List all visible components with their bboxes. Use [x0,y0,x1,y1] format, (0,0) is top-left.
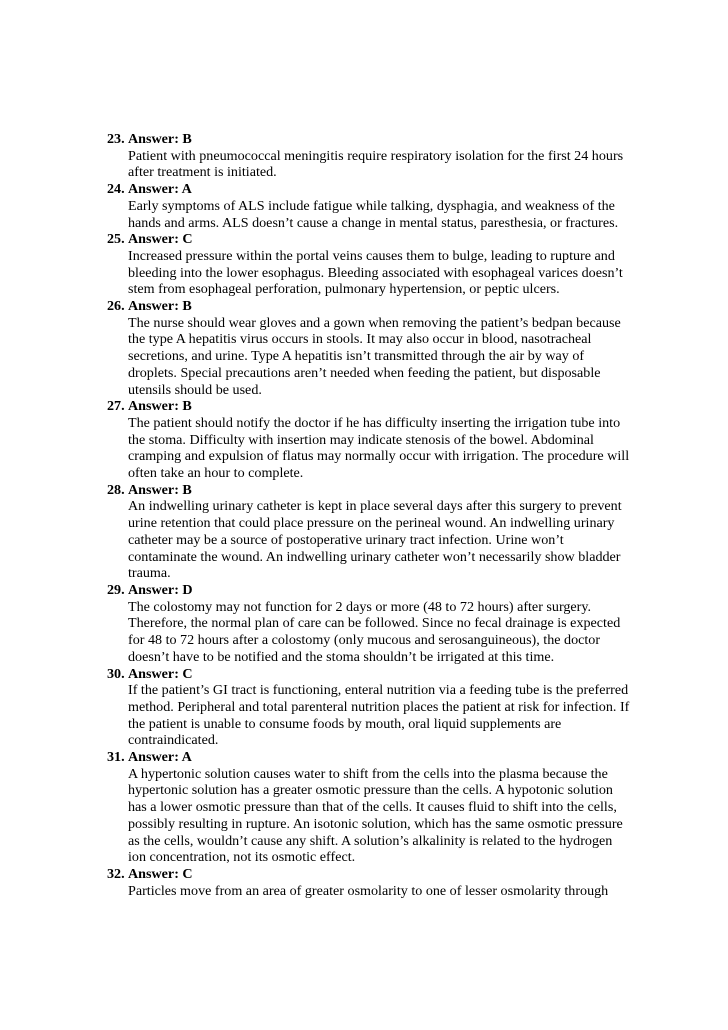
question-number: 29. [107,581,125,598]
rationale-line: stem from esophageal perforation, pulmonary hypertension, or peptic ulcers. [128,281,560,298]
rationale-line: the type A hepatitis virus occurs in stools. It may also occur in blood, nasotracheal [128,331,592,348]
answer-label: Answer: A [128,181,192,198]
rationale-line: has a lower osmotic pressure than that of the cells. It causes fluid to shift into the cells, [128,799,617,816]
rationale-line: for 48 to 72 hours after a colostomy (only mucous and serosanguineous), the doctor [128,632,601,649]
rationale-line: The colostomy may not function for 2 days or more (48 to 72 hours) after surgery. [128,598,592,615]
answer-item [107,582,652,666]
rationale-line: urine retention that could place pressure on the perineal wound. An indwelling urinary [128,515,615,532]
answer-heading [107,181,652,198]
question-number: 28. [107,481,125,498]
answer-item [107,181,652,231]
rationale-line: the patient is unable to consume foods by mouth, oral liquid supplements are [128,715,562,732]
rationale-line: method. Peripheral and total parenteral nutrition places the patient at risk for infection. If [128,698,630,715]
rationale-line: possibly resulting in rupture. An isotonic solution, which has the same osmotic pressure [128,815,623,832]
answer-heading [107,749,652,766]
rationale-line: Therefore, the normal plan of care can be followed. Since no fecal drainage is expected [128,615,621,632]
rationale [107,766,652,866]
rationale [107,198,652,231]
answer-label: Answer: B [128,298,192,315]
question-number: 30. [107,665,125,682]
answer-label: Answer: C [128,231,193,248]
rationale-line: If the patient’s GI tract is functioning, enteral nutrition via a feeding tube is the preferred [128,682,629,699]
answer-item [107,749,652,866]
answer-heading [107,866,652,883]
answer-label: Answer: B [128,481,192,498]
answer-heading [107,666,652,683]
rationale-line: after treatment is initiated. [128,164,277,181]
rationale-line: cramping and expulsion of flatus may normally occur with irrigation. The procedure will [128,448,630,465]
rationale-line: secretions, and urine. Type A hepatitis isn’t transmitted through the air by way of [128,348,585,365]
answer-label: Answer: C [128,865,193,882]
answer-heading [107,398,652,415]
rationale-line: The nurse should wear gloves and a gown when removing the patient’s bedpan because [128,314,621,331]
answer-label: Answer: B [128,398,192,415]
rationale-line: catheter may be a source of postoperative urinary tract infection. Urine won’t [128,531,564,548]
rationale [107,248,652,298]
answer-list [107,131,652,899]
answer-heading [107,298,652,315]
rationale-line: bleeding into the lower esophagus. Bleeding associated with esophageal varices doesn’t [128,264,623,281]
rationale-line: droplets. Special precautions aren’t needed when feeding the patient, but disposable [128,364,601,381]
rationale-line: ion concentration, not its osmotic effect. [128,849,356,866]
answer-item [107,298,652,398]
rationale-line: doesn’t have to be notified and the stoma shouldn’t be irrigated at this time. [128,648,555,665]
rationale-line: trauma. [128,565,171,582]
answer-heading [107,231,652,248]
question-number: 31. [107,749,125,766]
answer-item [107,666,652,750]
answer-heading [107,482,652,499]
answer-item [107,131,652,181]
answer-item [107,866,652,899]
rationale [107,415,652,482]
rationale-line: A hypertonic solution causes water to shift from the cells into the plasma because the [128,765,608,782]
question-number: 25. [107,231,125,248]
question-number: 32. [107,865,125,882]
answer-heading [107,131,652,148]
answer-label: Answer: A [128,749,192,766]
rationale-line: Particles move from an area of greater osmolarity to one of lesser osmolarity through [128,882,609,899]
rationale-line: as the cells, wouldn’t cause any shift. A solution’s alkalinity is related to the hydrogen [128,832,613,849]
answer-item [107,398,652,482]
rationale [107,883,652,900]
rationale-line: Increased pressure within the portal veins causes them to bulge, leading to rupture and [128,247,615,264]
rationale-line: An indwelling urinary catheter is kept in place several days after this surgery to prevent [128,498,622,515]
rationale [107,315,652,399]
rationale-line: contaminate the wound. An indwelling urinary catheter won’t necessarily show bladder [128,548,621,565]
rationale-line: utensils should be used. [128,381,262,398]
question-number: 23. [107,131,125,147]
rationale-line: the stoma. Difficulty with insertion may indicate stenosis of the bowel. Abdominal [128,431,594,448]
rationale-line: The patient should notify the doctor if he has difficulty inserting the irrigation tube into [128,414,621,431]
rationale-line: hands and arms. ALS doesn’t cause a change in mental status, paresthesia, or fractures. [128,214,619,231]
rationale-line: hypertonic solution has a greater osmotic pressure than the cells. A hypotonic solution [128,782,613,799]
question-number: 27. [107,398,125,415]
rationale [107,148,652,181]
rationale [107,599,652,666]
rationale-line: Patient with pneumococcal meningitis require respiratory isolation for the first 24 hours [128,147,624,164]
answer-heading [107,582,652,599]
rationale-line: often take an hour to complete. [128,465,304,482]
question-number: 24. [107,181,125,198]
answer-label: Answer: B [128,131,192,147]
rationale [107,682,652,749]
question-number: 26. [107,298,125,315]
answer-label: Answer: D [128,581,193,598]
answer-label: Answer: C [128,665,193,682]
rationale-line: Early symptoms of ALS include fatigue while talking, dysphagia, and weakness of the [128,197,615,214]
rationale [107,498,652,582]
answer-item [107,231,652,298]
answer-item [107,482,652,582]
rationale-line: contraindicated. [128,732,219,749]
